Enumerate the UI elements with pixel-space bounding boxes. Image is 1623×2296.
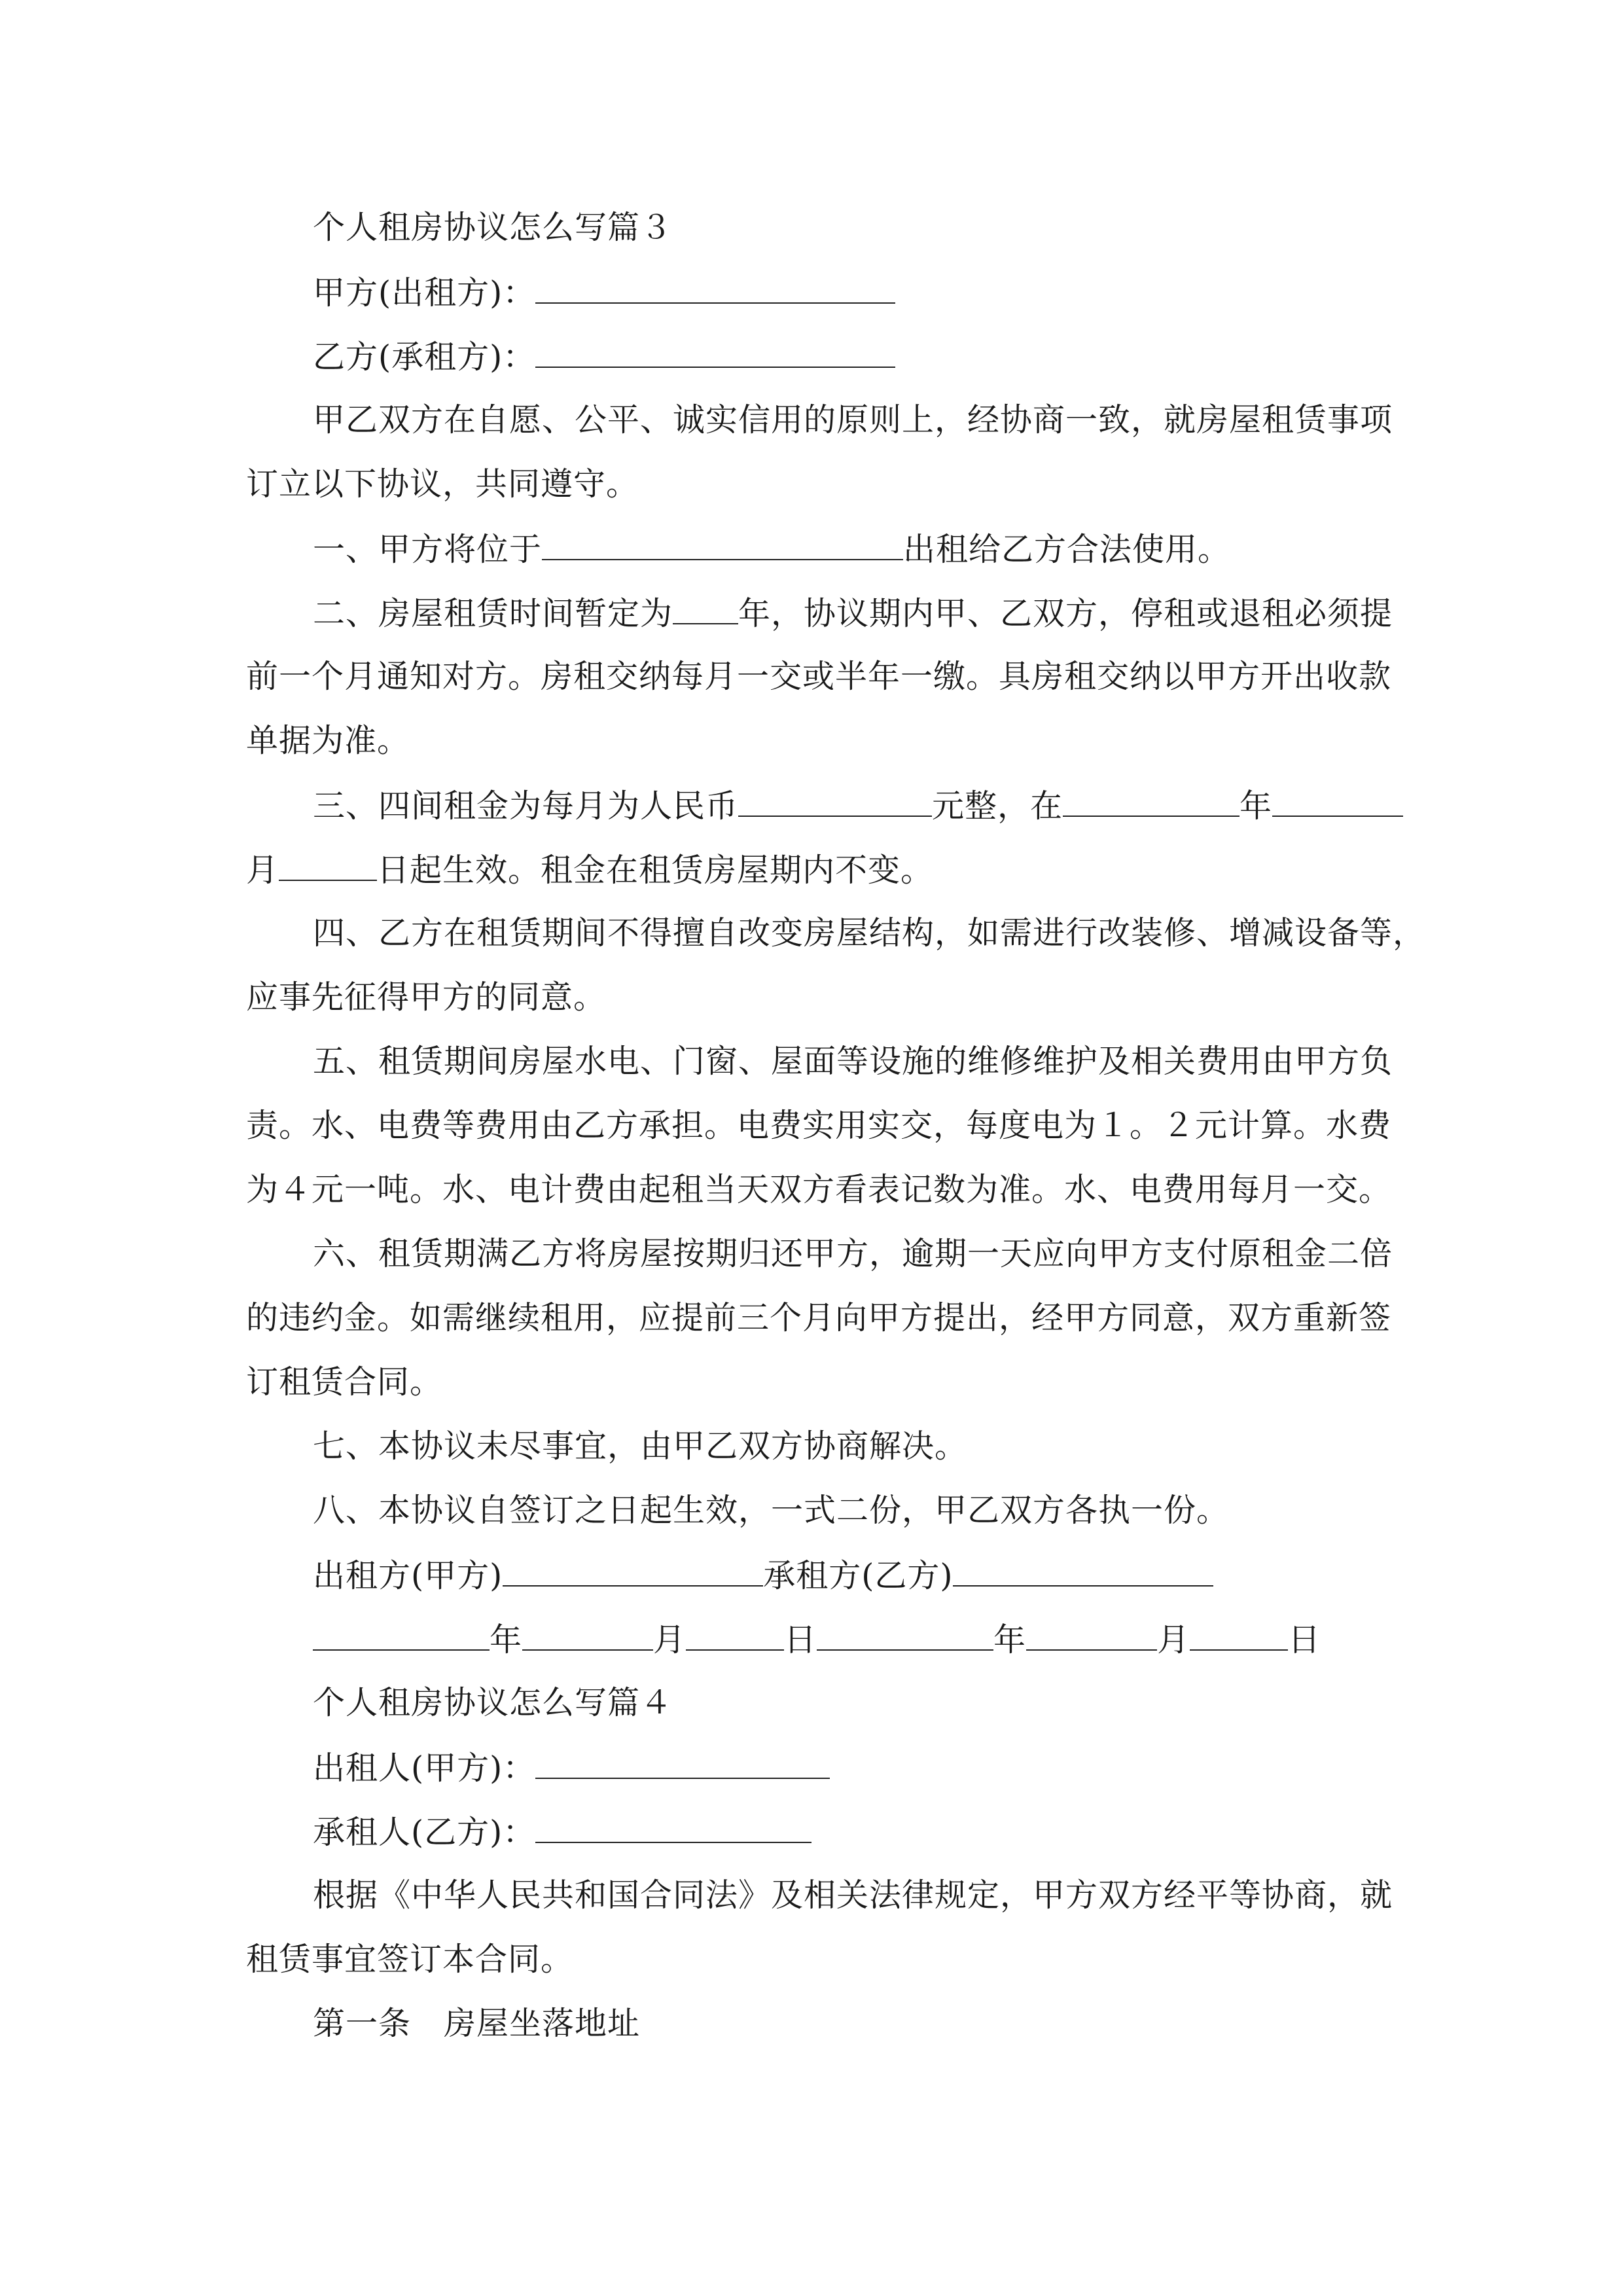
party-a-label: 甲方(出租方)： (313, 274, 536, 312)
lessor-signature-label: 出租方(甲方) (313, 1557, 503, 1594)
clause-text: 一、甲方将位于 (313, 531, 543, 568)
lessor-year-blank (313, 1619, 490, 1651)
clause-text: 责。水、电费等费用由乙方承担。电费实用实交，每度电为１。２元计算。水费 (246, 1107, 1392, 1144)
start-day-blank (279, 850, 377, 881)
party-b-line (313, 336, 895, 377)
clause-4 (313, 914, 1425, 953)
clause-text: 单据为准。 (246, 722, 410, 759)
date-label: 月 (1157, 1621, 1190, 1659)
lessor-line (313, 1748, 830, 1788)
clause-3 (246, 850, 933, 890)
clause-4 (246, 978, 606, 1017)
lessee-month-blank (1026, 1619, 1157, 1651)
signature-date-line (313, 1619, 1321, 1660)
clause-text: 月 (246, 852, 279, 889)
clause-3 (313, 785, 1403, 826)
clause-5 (246, 1170, 1391, 1210)
section-title (313, 1683, 673, 1723)
clause-1 (313, 529, 1230, 569)
clause-text: 七、本协议未尽事宜，由甲乙双方协商解决。 (313, 1427, 968, 1465)
clause-6 (313, 1234, 1393, 1274)
section-title-text: 个人租房协议怎么写篇３ (313, 209, 673, 246)
lessor-blank (535, 1748, 830, 1779)
intro-paragraph-line (246, 1940, 573, 1979)
clause-8 (313, 1491, 1229, 1530)
clause-text: 订租赁合同。 (246, 1363, 443, 1401)
intro-text: 甲乙双方在自愿、公平、诚实信用的原则上，经协商一致，就房屋租赁事项 (313, 401, 1393, 439)
clause-2 (246, 657, 1391, 696)
article-heading (313, 2004, 640, 2043)
clause-2 (246, 721, 410, 761)
lessor-label: 出租人(甲方)： (313, 1749, 536, 1787)
intro-paragraph-line (246, 465, 639, 504)
party-a-blank (535, 272, 895, 304)
intro-text: 根据《中华人民共和国合同法》及相关法律规定，甲方双方经平等协商，就 (313, 1876, 1393, 1914)
clause-2 (313, 593, 1393, 634)
clause-text: 四、乙方在租赁期间不得擅自改变房屋结构，如需进行改装修、增减设备等， (313, 914, 1426, 952)
lessor-signature-blank (503, 1555, 763, 1587)
clause-text: 前一个月通知对方。房租交纳每月一交或半年一缴。具房租交纳以甲方开出收款 (246, 658, 1392, 695)
clause-text: 应事先征得甲方的同意。 (246, 978, 607, 1016)
party-b-label: 乙方(承租方)： (313, 338, 536, 376)
lessee-signature-label: 承租方(乙方) (763, 1557, 954, 1594)
clause-5 (246, 1106, 1391, 1145)
clause-text: 为４元一吨。水、电计费由起租当天双方看表记数为准。水、电费用每月一交。 (246, 1171, 1392, 1208)
start-year-blank (1063, 785, 1240, 817)
section-title-text: 个人租房协议怎么写篇４ (313, 1684, 673, 1721)
party-a-line (313, 272, 895, 313)
clause-6 (246, 1363, 442, 1402)
rent-amount-blank (738, 785, 932, 817)
date-label: 日 (784, 1621, 817, 1659)
date-label: 年 (490, 1621, 523, 1659)
clause-7 (313, 1427, 967, 1466)
date-label: 年 (993, 1621, 1027, 1659)
clause-text: 日起生效。租金在租赁房屋期内不变。 (377, 852, 934, 889)
clause-text: 出租给乙方合法使用。 (903, 531, 1231, 568)
party-b-blank (535, 336, 895, 368)
lessee-label: 承租人(乙方)： (313, 1814, 536, 1851)
clause-text: 年，协议期内甲、乙双方，停租或退租必须提 (738, 595, 1393, 632)
clause-text: 六、租赁期满乙方将房屋按期归还甲方，逾期一天应向甲方支付原租金二倍 (313, 1235, 1393, 1272)
date-label: 日 (1288, 1621, 1321, 1659)
clause-text: 三、四间租金为每月为人民币 (313, 787, 739, 825)
term-years-blank (673, 593, 738, 624)
clause-text: 元整，在 (932, 787, 1063, 825)
intro-paragraph-line (313, 401, 1393, 440)
intro-text: 租赁事宜签订本合同。 (246, 1941, 574, 1978)
clause-text: 八、本协议自签订之日起生效，一式二份，甲乙双方各执一份。 (313, 1492, 1230, 1529)
clause-5 (313, 1042, 1393, 1081)
clause-6 (246, 1299, 1391, 1338)
clause-text: 二、房屋租赁时间暂定为 (313, 595, 673, 632)
lessor-month-blank (522, 1619, 653, 1651)
article-heading-text: 第一条 房屋坐落地址 (313, 2005, 641, 2042)
lessee-line (313, 1812, 812, 1852)
lessee-blank (535, 1812, 812, 1843)
clause-text: 的违约金。如需继续租用，应提前三个月向甲方提出，经甲方同意，双方重新签 (246, 1299, 1392, 1336)
clause-text: 五、租赁期间房屋水电、门窗、屋面等设施的维修维护及相关费用由甲方负 (313, 1043, 1393, 1080)
intro-text: 订立以下协议，共同遵守。 (246, 465, 639, 503)
lessor-day-blank (686, 1619, 784, 1651)
lessee-signature-blank (953, 1555, 1213, 1587)
clause-text: 年 (1240, 787, 1273, 825)
lessee-day-blank (1190, 1619, 1288, 1651)
signature-line (313, 1555, 1213, 1596)
date-label: 月 (653, 1621, 687, 1659)
address-blank (542, 529, 903, 560)
section-title (313, 208, 673, 247)
start-month-blank (1272, 785, 1403, 817)
intro-paragraph-line (313, 1876, 1393, 1915)
lessee-year-blank (817, 1619, 993, 1651)
